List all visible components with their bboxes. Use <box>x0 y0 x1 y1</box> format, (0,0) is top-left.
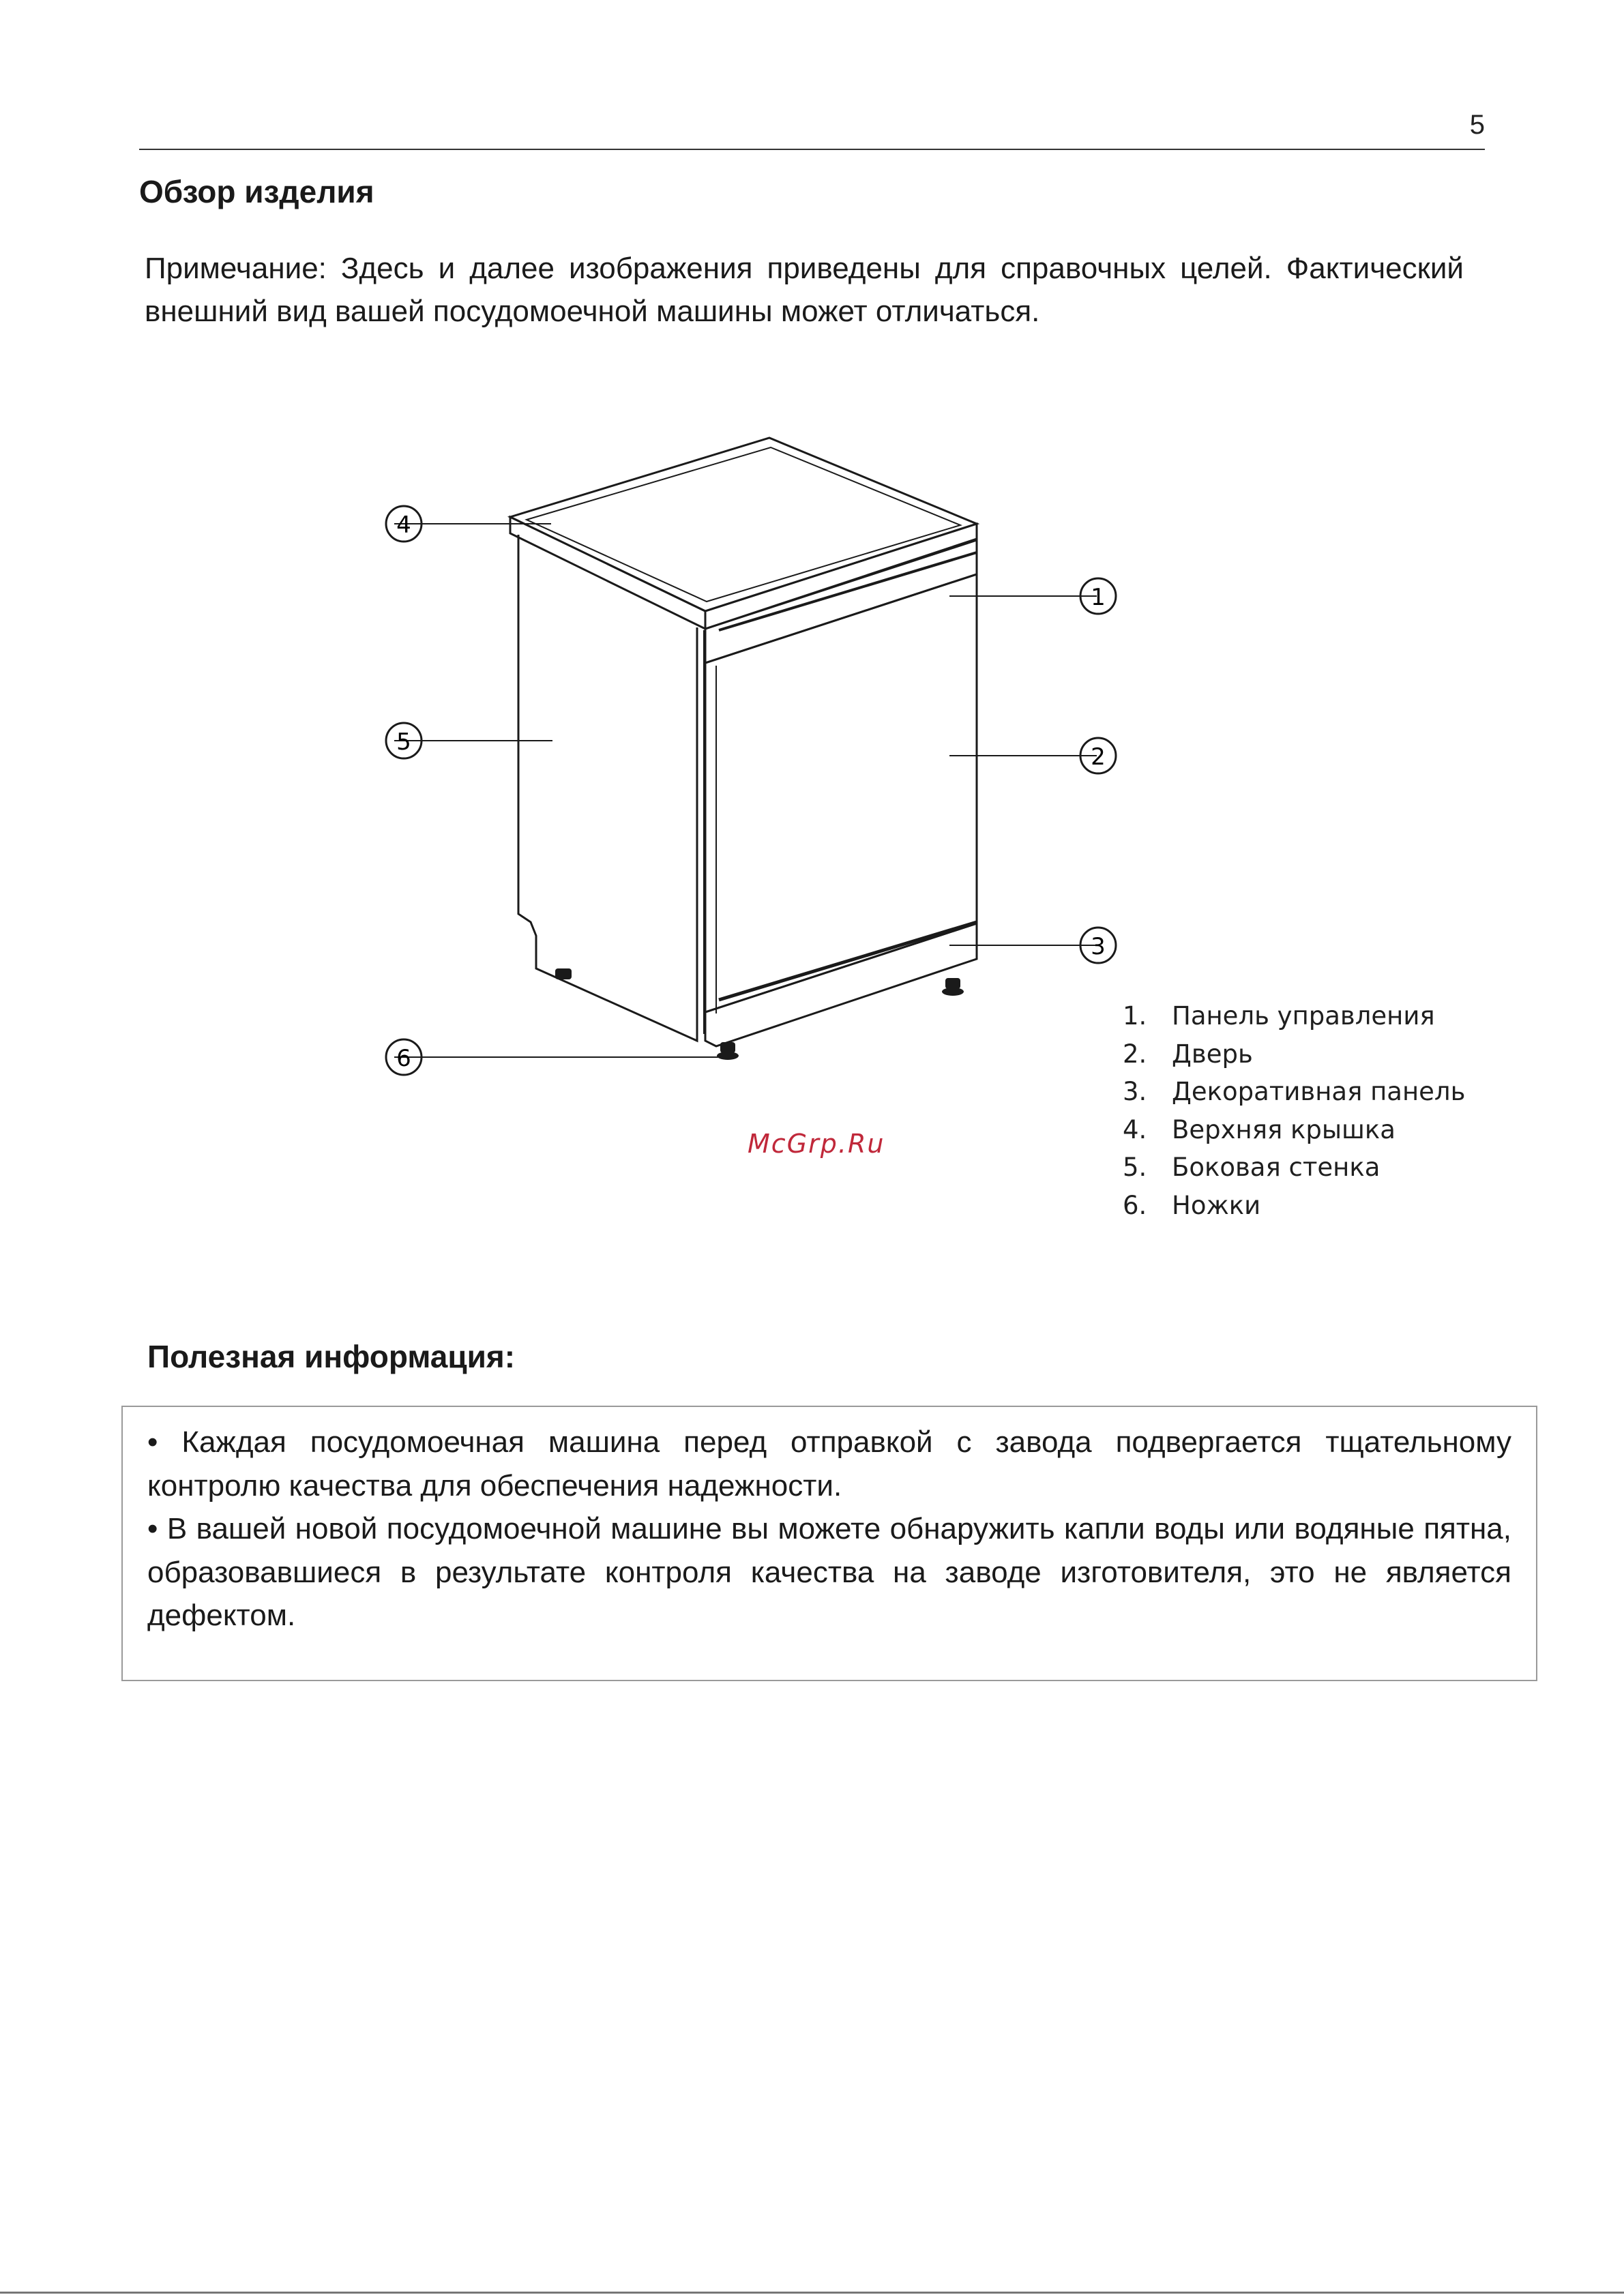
top-cover-shape <box>510 438 977 629</box>
header-divider <box>139 149 1485 150</box>
parts-list <box>1123 997 1465 1224</box>
parts-item-label: Декоративная панель <box>1172 1077 1466 1106</box>
parts-item-label: Боковая стенка <box>1172 1153 1381 1182</box>
parts-item-label: Панель управления <box>1172 1001 1435 1031</box>
svg-text:5: 5 <box>396 728 411 756</box>
useful-info-box <box>121 1406 1537 1681</box>
svg-text:4: 4 <box>396 512 411 539</box>
useful-info-item: • В вашей новой посудомоечной машине вы можете обнаружить капли воды или водяные пятна, образовавшиеся в результате контроля качества на заводе изготовителя, это не является дефектом. <box>147 1512 1511 1632</box>
footer-divider <box>0 2292 1624 2294</box>
callout-leaders <box>394 524 1097 1057</box>
parts-list-item <box>1123 1111 1465 1149</box>
page-number: 5 <box>1469 110 1485 140</box>
svg-text:3: 3 <box>1091 933 1106 960</box>
parts-item-label: Верхняя крышка <box>1172 1114 1396 1144</box>
svg-text:6: 6 <box>396 1045 411 1072</box>
control-panel-shape <box>705 540 977 663</box>
parts-item-label: Дверь <box>1172 1039 1253 1069</box>
parts-item-number: 5. <box>1123 1153 1147 1182</box>
feet-shape <box>555 968 964 1060</box>
svg-text:2: 2 <box>1091 743 1106 771</box>
parts-item-label: Ножки <box>1172 1190 1261 1220</box>
parts-list-item <box>1123 1149 1465 1187</box>
watermark: McGrp.Ru <box>748 1129 885 1159</box>
overview-note: Примечание: Здесь и далее изображения приведены для справочных целей. Фактический внешний вид вашей посудомоечной машины может отличаться. <box>145 252 1464 328</box>
parts-item-number: 4. <box>1123 1114 1147 1144</box>
useful-info-item: • Каждая посудомоечная машина перед отправкой с завода подвергается тщательному контролю качества для обеспечения надежности. <box>147 1425 1511 1502</box>
side-wall-shape <box>518 535 704 1041</box>
parts-item-number: 1. <box>1123 1001 1147 1031</box>
useful-info-title: Полезная информация: <box>147 1339 516 1374</box>
parts-list-item <box>1123 1187 1465 1225</box>
dishwasher-diagram-icon <box>368 423 1132 1078</box>
svg-text:1: 1 <box>1091 584 1106 611</box>
parts-list-item <box>1123 1073 1465 1111</box>
parts-item-number: 2. <box>1123 1039 1147 1069</box>
section-title: Обзор изделия <box>139 174 374 209</box>
parts-item-number: 3. <box>1123 1077 1147 1106</box>
parts-list-item <box>1123 1035 1465 1074</box>
decorative-panel-shape <box>705 922 977 1046</box>
parts-list-item <box>1123 997 1465 1035</box>
door-shape <box>705 574 977 1013</box>
parts-item-number: 6. <box>1123 1190 1147 1220</box>
